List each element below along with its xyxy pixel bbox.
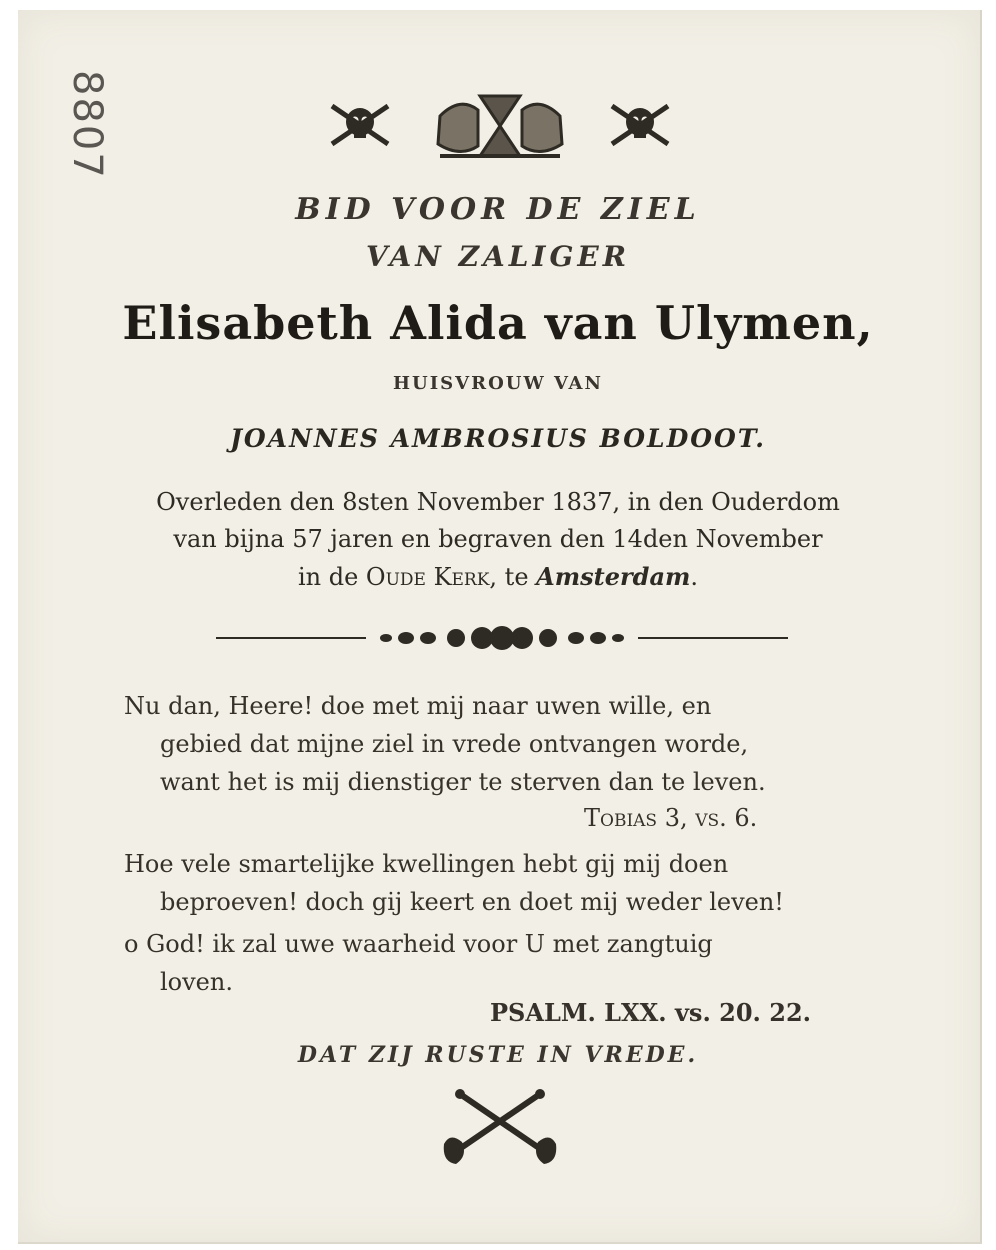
closing-line: DAT ZIJ RUSTE IN VREDE. [297,1042,699,1068]
skull-hourglass-ornament [310,86,690,166]
verse2-line-1: Hoe vele smartelijke kwellingen hebt gij mij doen [124,850,729,878]
details-line-3: in de Oude Kerk, te Amsterdam. [297,562,699,591]
husband-name: JOANNES AMBROSIUS BOLDOOT. [230,424,766,453]
crossed-torches-icon [430,1086,570,1170]
deceased-name: Elisabeth Alida van Ulymen, [122,296,874,350]
verse2-line-4: loven. [160,968,233,996]
details-line-2: van bijna 57 jaren en begraven den 14den November [173,525,823,553]
verse2-line-2: beproeven! doch gij keert en doet mij weder leven! [160,888,784,916]
relation-label: HUISVROUW VAN [393,373,603,394]
death-details [0,484,996,596]
details-line-1: Overleden den 8sten November 1837, in den Ouderdom [156,488,840,516]
verse1-source: Tobias 3, vs. 6. [584,804,758,832]
heading-line-2: VAN ZALIGER [365,240,631,273]
verse1-line-3: want het is mij dienstiger te sterven dan te leven. [160,768,766,796]
church-name: Oude Kerk [365,563,490,591]
city-name: Amsterdam [536,562,691,591]
verse2-line-3: o God! ik zal uwe waarheid voor U met zangtuig [124,930,713,958]
skull-left-icon [332,106,388,144]
skull-right-icon [612,106,668,144]
ornamental-divider [216,624,788,652]
heading-line-1: BID VOOR DE ZIEL [295,192,701,227]
verse1-line-1: Nu dan, Heere! doe met mij naar uwen wille, en [124,692,712,720]
hourglass-icon [438,96,562,156]
pencil-inventory-number: 8807 [64,70,110,180]
verse1-line-2: gebied dat mijne ziel in vrede ontvangen worde, [160,730,749,758]
verse2-source: PSALM. LXX. vs. 20. 22. [490,998,812,1027]
